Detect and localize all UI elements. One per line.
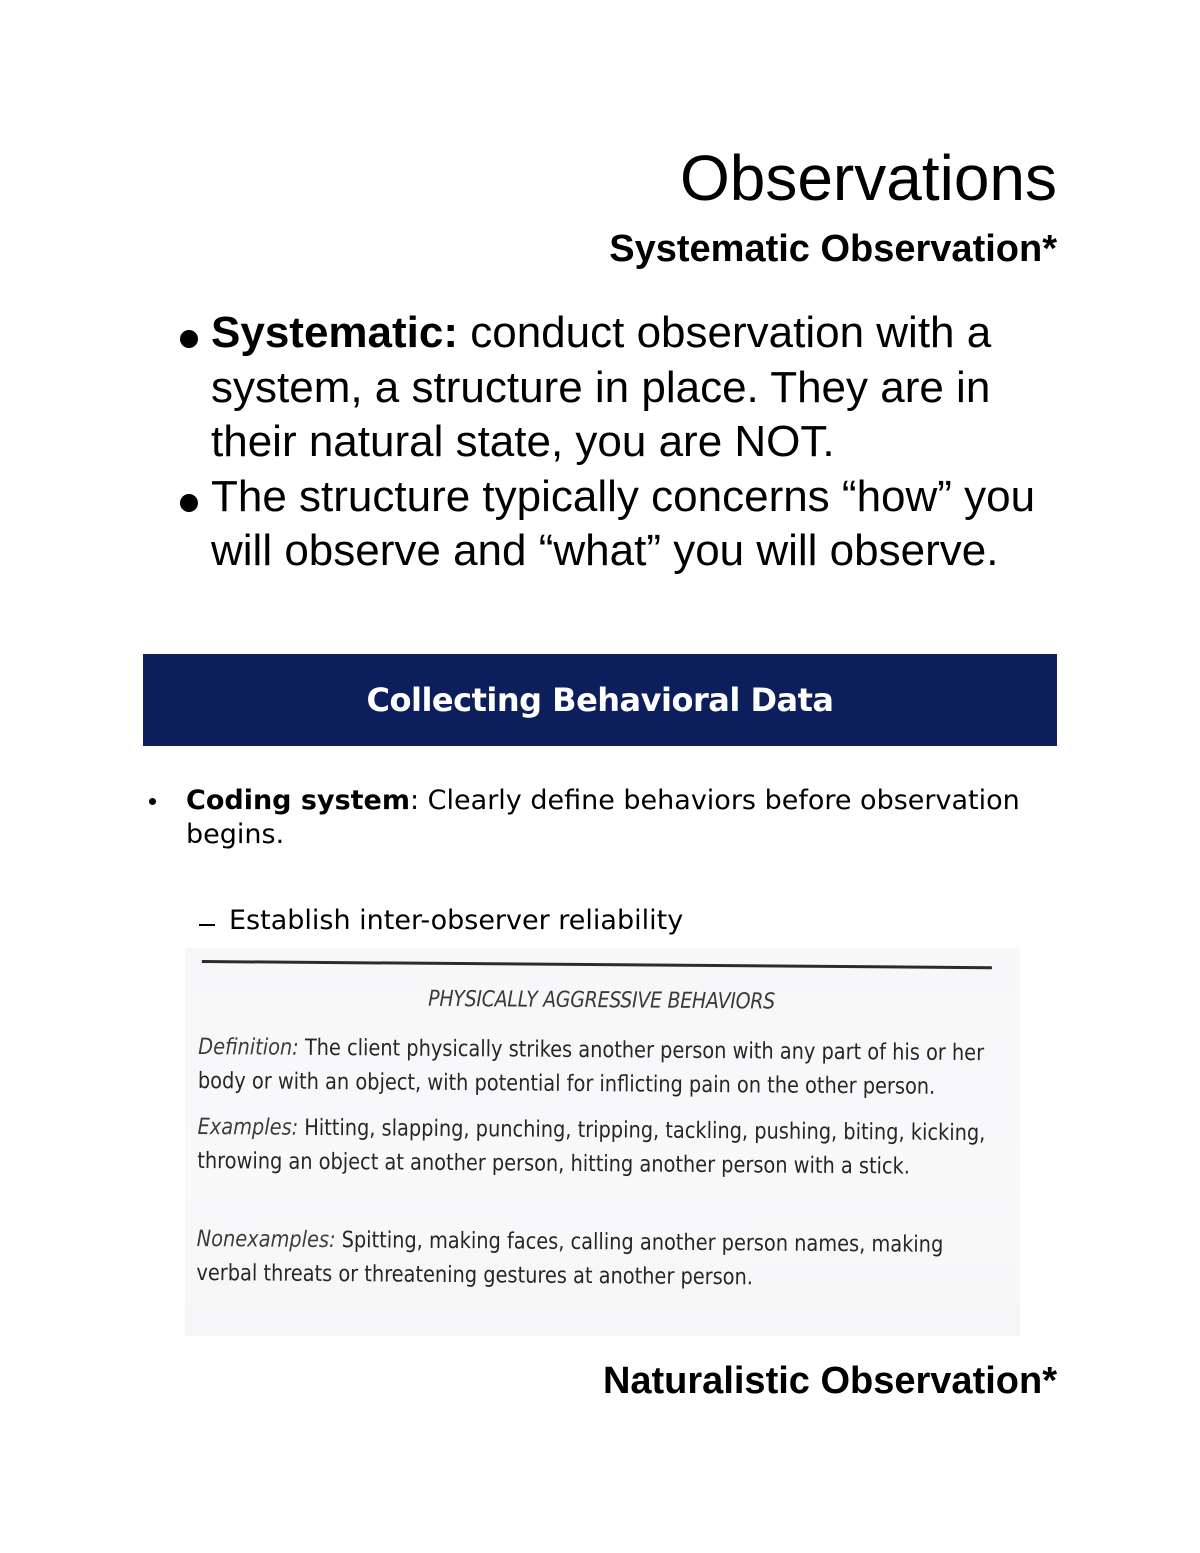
examples-term: Examples: bbox=[197, 1113, 299, 1141]
examples-text: Hitting, slapping, punching, tripping, tackling, pushing, biting, kicking, throwing an object at another person, hitting another person with a stick. bbox=[197, 1114, 986, 1180]
systematic-observation-heading: Systematic Observation* bbox=[609, 228, 1057, 270]
scan-heading: PHYSICALLY AGGRESSIVE BEHAVIORS bbox=[428, 986, 776, 1015]
sub-bullet-text: Establish inter-observer reliability bbox=[229, 905, 684, 936]
bullet-item bbox=[178, 306, 1058, 470]
bullet-dot-icon bbox=[180, 494, 198, 512]
examples-paragraph bbox=[197, 1110, 997, 1184]
bullet-text: conduct observation with a system, a structure in place. They are in their natural state, you are NOT. bbox=[211, 308, 992, 466]
scanned-textbook-excerpt bbox=[185, 948, 1020, 1336]
bullet-dot-icon bbox=[149, 798, 156, 805]
definition-text: The client physically strikes another person with any part of his or her body or with an object, with potential for inflicting pain on the other person. bbox=[197, 1034, 985, 1100]
nonexamples-paragraph bbox=[196, 1222, 996, 1296]
coding-system-text bbox=[186, 784, 1025, 852]
bullet-item bbox=[178, 470, 1058, 579]
scan-rule-line bbox=[202, 960, 992, 969]
coding-system-definition: : Clearly define behaviors before observation begins. bbox=[186, 785, 1020, 850]
systematic-bullet-list bbox=[178, 306, 1058, 579]
coding-system-term: Coding system bbox=[186, 785, 410, 816]
slide-banner bbox=[143, 654, 1057, 746]
bullet-text: The structure typically concerns “how” you will observe and “what” you will observe. bbox=[211, 471, 1036, 575]
nonexamples-text: Spitting, making faces, calling another person names, making verbal threats or threatening gestures at another person. bbox=[196, 1227, 944, 1291]
dash-icon bbox=[199, 924, 215, 926]
definition-paragraph bbox=[198, 1030, 998, 1104]
bullet-bold-term: Systematic: bbox=[211, 308, 459, 357]
banner-title: Collecting Behavioral Data bbox=[366, 681, 834, 719]
bullet-dot-icon bbox=[180, 330, 198, 348]
coding-system-bullet bbox=[145, 784, 1025, 852]
naturalistic-observation-heading: Naturalistic Observation* bbox=[602, 1360, 1057, 1402]
nonexamples-term: Nonexamples: bbox=[196, 1225, 336, 1254]
scan-content bbox=[196, 948, 1005, 1342]
page-title: Observations bbox=[679, 142, 1057, 214]
inter-observer-sub-bullet bbox=[199, 904, 683, 938]
definition-term: Definition: bbox=[198, 1033, 299, 1061]
